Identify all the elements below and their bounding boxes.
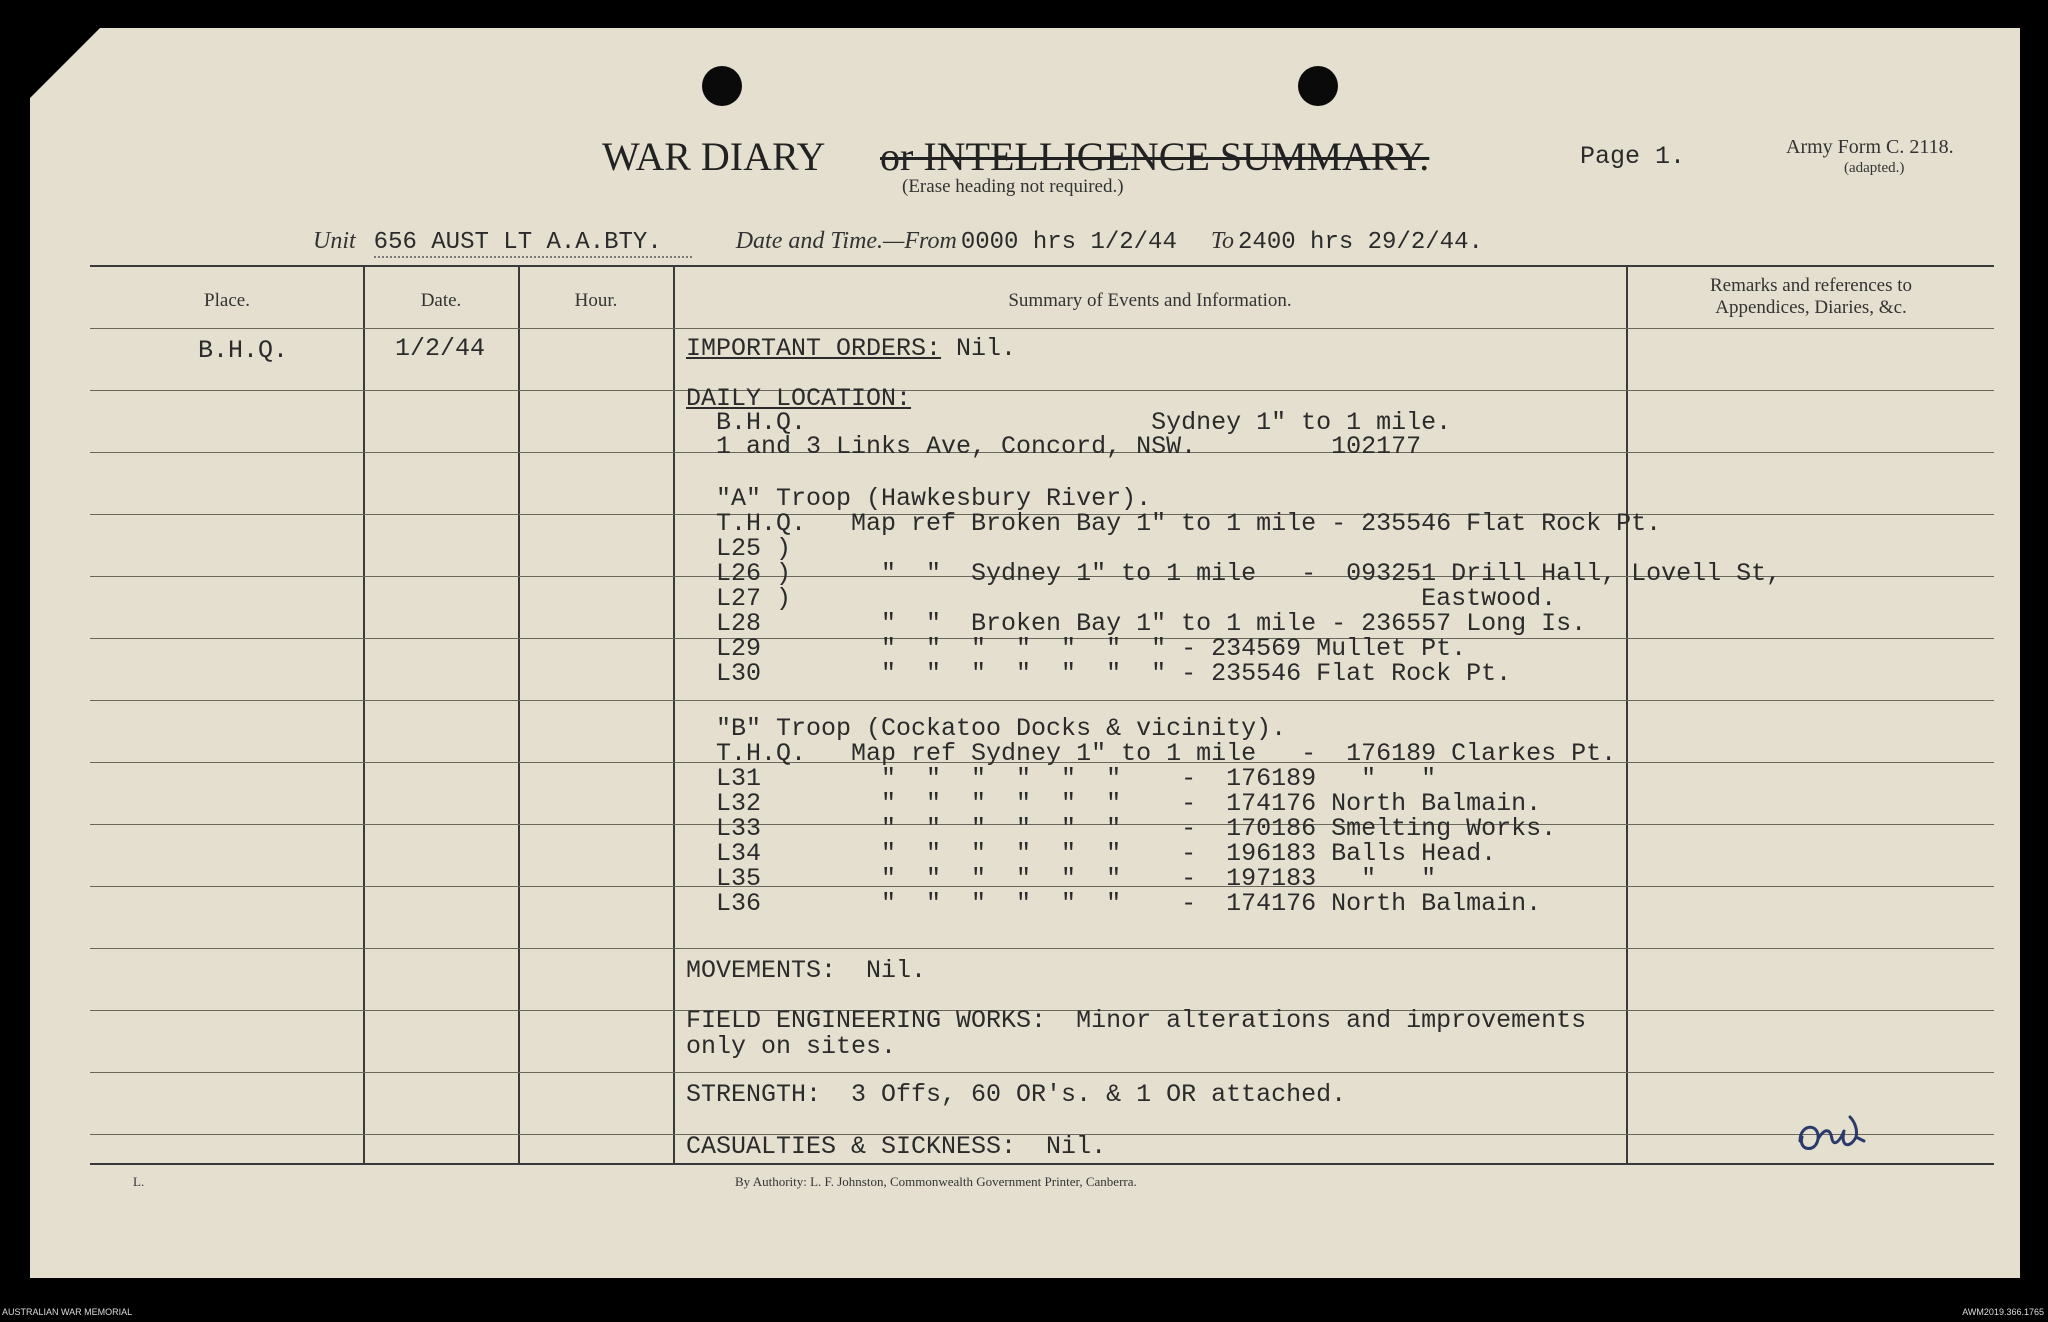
table-row-rule bbox=[90, 948, 1994, 949]
summary-line: "B" Troop (Cockatoo Docks & vicinity). bbox=[686, 714, 1287, 743]
army-form-number: Army Form C. 2118. bbox=[1786, 136, 1954, 158]
entry-place: B.H.Q. bbox=[198, 336, 289, 365]
initials-signature bbox=[1794, 1111, 1874, 1161]
summary-line: L25 ) bbox=[686, 534, 792, 563]
col-header-remarks-line-1: Remarks and references to bbox=[1709, 275, 1913, 296]
col-header-place: Place. bbox=[204, 290, 250, 311]
table-row-rule bbox=[90, 1072, 1994, 1073]
unit-line bbox=[313, 228, 1483, 256]
summary-line: 1 and 3 Links Ave, Concord, NSW. 102177 bbox=[686, 432, 1422, 461]
table-row-rule bbox=[90, 328, 1994, 329]
table-bottom-border bbox=[90, 1163, 1994, 1165]
army-form-adapted: (adapted.) bbox=[1844, 160, 1905, 176]
summary-line: L36 " " " " " " - 174176 North Balmain. bbox=[686, 889, 1542, 918]
title-war-diary: WAR DIARY bbox=[602, 134, 826, 179]
footer-printer-authority: By Authority: L. F. Johnston, Commonwealth Government Printer, Canberra. bbox=[735, 1174, 1137, 1189]
col-header-remarks-line-2: Appendices, Diaries, &c. bbox=[1715, 297, 1907, 318]
summary-line: L29 " " " " " " " - 234569 Mullet Pt. bbox=[686, 634, 1467, 663]
col-header-summary: Summary of Events and Information. bbox=[1008, 290, 1292, 311]
date-from-value: 0000 hrs 1/2/44 bbox=[960, 229, 1177, 256]
margin-caption-left: AUSTRALIAN WAR MEMORIAL bbox=[2, 1307, 133, 1317]
table-top-border bbox=[90, 265, 1994, 267]
summary-line: L34 " " " " " " - 196183 Balls Head. bbox=[686, 839, 1497, 868]
summary-line: MOVEMENTS: Nil. bbox=[686, 956, 927, 985]
summary-line: L27 ) Eastwood. bbox=[686, 584, 1557, 613]
summary-line: L28 " " Broken Bay 1" to 1 mile - 236557 Long Is. bbox=[686, 609, 1587, 638]
erase-note: (Erase heading not required.) bbox=[902, 176, 1124, 197]
summary-line: L32 " " " " " " - 174176 North Balmain. bbox=[686, 789, 1542, 818]
summary-line: "A" Troop (Hawkesbury River). bbox=[686, 484, 1152, 513]
date-to-label: To bbox=[1210, 228, 1235, 254]
unit-label: Unit bbox=[313, 228, 356, 254]
punch-hole-left bbox=[702, 66, 742, 106]
table-row-rule bbox=[90, 700, 1994, 701]
page-number: Page 1. bbox=[1580, 142, 1686, 171]
punch-hole-right bbox=[1298, 66, 1338, 106]
summary-line: L26 ) " " Sydney 1" to 1 mile - 093251 Drill Hall, Lovell St, bbox=[686, 559, 1782, 588]
col-divider-date bbox=[518, 265, 520, 1165]
date-time-label: Date and Time.—From bbox=[735, 228, 957, 254]
heading-important-orders: IMPORTANT ORDERS: bbox=[686, 334, 942, 363]
important-orders-value: Nil. bbox=[941, 334, 1017, 363]
col-divider-place bbox=[363, 265, 365, 1165]
title-struck-heading: or INTELLIGENCE SUMMARY. bbox=[880, 134, 1430, 179]
summary-line: L30 " " " " " " " - 235546 Flat Rock Pt. bbox=[686, 659, 1512, 688]
summary-line: L33 " " " " " " - 170186 Smelting Works. bbox=[686, 814, 1557, 843]
col-header-hour: Hour. bbox=[574, 290, 618, 311]
col-divider-summary bbox=[1626, 265, 1628, 1165]
summary-line: STRENGTH: 3 Offs, 60 OR's. & 1 OR attached. bbox=[686, 1080, 1347, 1109]
footer-form-mark: L. bbox=[133, 1174, 145, 1189]
summary-line: only on sites. bbox=[686, 1032, 897, 1061]
col-divider-hour bbox=[673, 265, 675, 1165]
col-header-date: Date. bbox=[420, 290, 462, 311]
summary-line: FIELD ENGINEERING WORKS: Minor alterations and improvements bbox=[686, 1006, 1587, 1035]
summary-line: B.H.Q. Sydney 1" to 1 mile. bbox=[686, 408, 1452, 437]
summary-line: DAILY LOCATION: bbox=[686, 384, 912, 413]
torn-corner bbox=[30, 28, 100, 98]
table-row-rule bbox=[90, 390, 1994, 391]
col-header-remarks bbox=[1628, 275, 1994, 319]
summary-line: L35 " " " " " " - 197183 " " bbox=[686, 864, 1437, 893]
unit-value: 656 AUST LT A.A.BTY. bbox=[374, 229, 692, 258]
summary-line: T.H.Q. Map ref Sydney 1" to 1 mile - 176189 Clarkes Pt. bbox=[686, 739, 1617, 768]
summary-line-important-orders bbox=[686, 334, 1016, 363]
date-to-value: 2400 hrs 29/2/44. bbox=[1238, 229, 1483, 256]
summary-line: L31 " " " " " " - 176189 " " bbox=[686, 764, 1437, 793]
summary-line: T.H.Q. Map ref Broken Bay 1" to 1 mile - 235546 Flat Rock Pt. bbox=[686, 509, 1662, 538]
margin-caption-right: AWM2019.366.1765 bbox=[1962, 1307, 2044, 1317]
diary-sheet bbox=[30, 28, 2020, 1278]
entry-date: 1/2/44 bbox=[395, 334, 486, 363]
summary-line: CASUALTIES & SICKNESS: Nil. bbox=[686, 1132, 1107, 1161]
